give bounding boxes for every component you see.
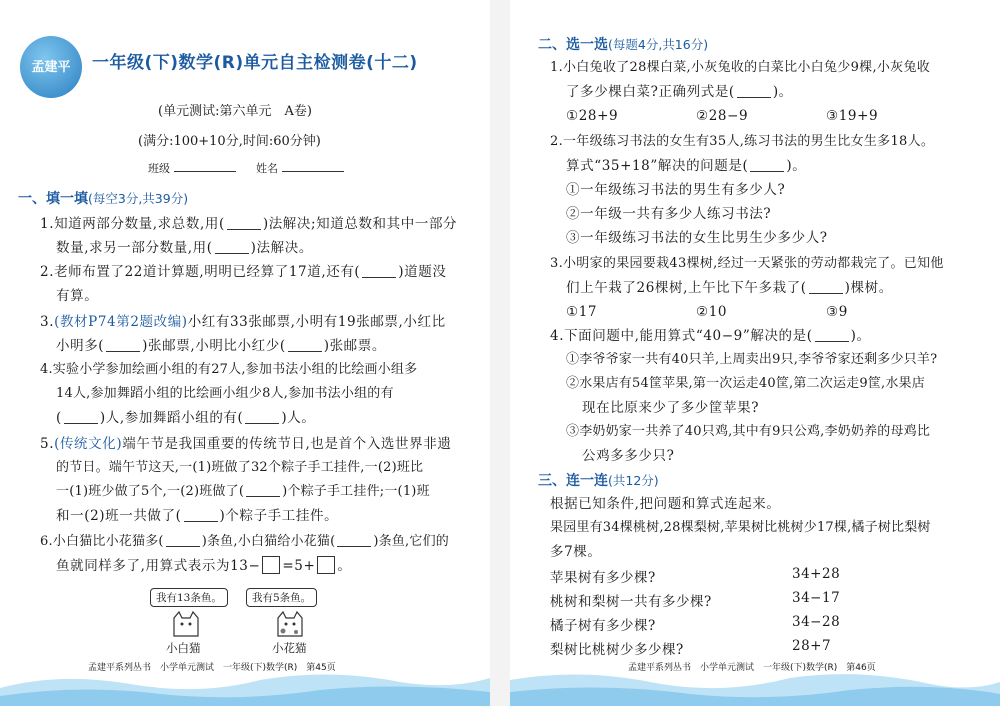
match-question-4[interactable]: 梨树比桃树少多少棵? xyxy=(550,642,684,658)
question-1-line-2: 数量,求另一部分数量,用( )法解决。 xyxy=(56,240,313,256)
section-match-header: 三、连一连(共12分) xyxy=(538,473,659,489)
choice-2-option-3[interactable]: ③一年级练习书法的女生比男生少多少人? xyxy=(566,230,828,246)
answer-blank[interactable] xyxy=(166,532,200,547)
unit-info: (单元测试:第六单元 A卷) xyxy=(158,104,312,119)
question-3-tag: (教材P74第2题改编) xyxy=(54,314,188,330)
question-5-line-2: 的节日。端午节这天,一(1)班做了32个粽子手工挂件,一(2)班比 xyxy=(56,460,424,475)
question-4-line-1: 4.实验小学参加绘画小组的有27人,参加书法小组的比绘画小组多 xyxy=(40,362,418,377)
answer-blank[interactable] xyxy=(737,83,771,98)
answer-blank[interactable] xyxy=(184,507,218,522)
choice-3-line-2: 们上午栽了26棵树,上午比下午多栽了( )棵树。 xyxy=(566,280,893,296)
name-field[interactable] xyxy=(282,171,344,172)
question-6-line-2: 鱼就同样多了,用算式表示为13− =5+ 。 xyxy=(56,558,352,574)
answer-blank[interactable] xyxy=(337,532,371,547)
page-gutter xyxy=(490,0,510,706)
section-fill-in-header xyxy=(18,188,188,208)
question-5-line-3: 一(1)班少做了5个,一(2)班做了( )个粽子手工挂件;一(1)班 xyxy=(56,484,430,499)
class-label: 班级 xyxy=(148,162,170,175)
question-5-tag: (传统文化) xyxy=(54,436,123,452)
match-question-1[interactable]: 苹果树有多少棵? xyxy=(550,570,656,586)
section-fill-in-points: (每空3分,共39分) xyxy=(88,191,189,206)
spotted-cat-label: 小花猫 xyxy=(272,641,307,655)
match-question-3[interactable]: 橘子树有多少棵? xyxy=(550,618,656,634)
match-info-line-1: 果园里有34棵桃树,28棵梨树,苹果树比桃树少17棵,橘子树比梨树 xyxy=(550,520,931,535)
choice-2-option-1[interactable]: ①一年级练习书法的男生有多少人? xyxy=(566,182,786,198)
question-3-line-2: 小明多( )张邮票,小明比小红少( )张邮票。 xyxy=(56,338,386,354)
question-5-line-4: 和一(2)班一共做了( )个粽子手工挂件。 xyxy=(56,508,339,524)
choice-1-line-2: 了多少棵白菜?正确列式是( )。 xyxy=(566,84,793,100)
brand-logo-text: 孟建平 xyxy=(31,60,71,75)
answer-box[interactable] xyxy=(317,556,335,574)
footer-hills-decoration xyxy=(0,668,490,706)
match-formula-4[interactable]: 28+7 xyxy=(792,638,832,654)
answer-blank[interactable] xyxy=(750,157,784,172)
question-5-line-1: 5.(传统文化)端午节是我国重要的传统节日,也是首个入选世界非遗 xyxy=(40,436,452,452)
choice-1-option-2[interactable]: ②28−9 xyxy=(696,108,749,124)
white-cat-label: 小白猫 xyxy=(166,641,201,655)
score-time-info: (满分:100+10分,时间:60分钟) xyxy=(138,134,321,149)
match-formula-1[interactable]: 34+28 xyxy=(792,566,841,582)
white-cat-speech-bubble: 我有13条鱼。 xyxy=(150,588,228,607)
answer-blank[interactable] xyxy=(106,337,140,352)
section-choose-header: 二、选一选(每题4分,共16分) xyxy=(538,37,709,53)
class-name-row xyxy=(148,160,344,176)
question-2-line-1: 2.老师布置了22道计算题,明明已经算了17道,还有( )道题没 xyxy=(40,264,447,280)
question-1-line-1: 1.知道两部分数量,求总数,用( )法解决;知道总数和其中一部分 xyxy=(40,216,458,232)
answer-blank[interactable] xyxy=(362,263,396,278)
question-4-line-2: 14人,参加舞蹈小组的比绘画小组少8人,参加书法小组的有 xyxy=(56,386,394,401)
choice-3-line-1: 3.小明家的果园要栽43棵树,经过一天紧张的劳动都栽完了。已知他 xyxy=(550,256,944,271)
answer-blank[interactable] xyxy=(215,239,249,254)
answer-box[interactable] xyxy=(262,556,280,574)
question-6-line-1: 6.小白猫比小花猫多( )条鱼,小白猫给小花猫( )条鱼,它们的 xyxy=(40,534,449,549)
answer-blank[interactable] xyxy=(815,327,849,342)
question-3-line-1: 3.(教材P74第2题改编)小红有33张邮票,小明有19张邮票,小红比 xyxy=(40,314,446,330)
choice-4-option-2-line-1[interactable]: ②水果店有54筐苹果,第一次运走40筐,第二次运走9筐,水果店 xyxy=(566,376,925,391)
answer-blank[interactable] xyxy=(809,279,843,294)
match-formula-2[interactable]: 34−17 xyxy=(792,590,841,606)
choice-4-line-1: 4.下面问题中,能用算式“40−9”解决的是( )。 xyxy=(550,328,871,344)
answer-blank[interactable] xyxy=(64,409,98,424)
page-footer: 孟建平系列丛书 小学单元测试 一年级(下)数学(R) 第45页 xyxy=(88,663,336,673)
choice-4-option-2-line-2: 现在比原来少了多少筐苹果? xyxy=(582,400,760,416)
footer-hills-decoration xyxy=(510,668,1000,706)
name-label: 姓名 xyxy=(256,162,278,175)
spotted-cat-speech-bubble: 我有5条鱼。 xyxy=(246,588,317,607)
page-title: 一年级(下)数学(R)单元自主检测卷(十二) xyxy=(92,53,418,73)
choice-3-option-1[interactable]: ①17 xyxy=(566,304,598,320)
choice-4-option-1[interactable]: ①李爷爷家一共有40只羊,上周卖出9只,李爷爷家还剩多少只羊? xyxy=(566,352,938,367)
right-page xyxy=(510,0,1000,706)
answer-blank[interactable] xyxy=(227,215,261,230)
spotted-cat-icon xyxy=(274,608,306,640)
question-2-line-2: 有算。 xyxy=(56,288,99,304)
answer-blank[interactable] xyxy=(288,337,322,352)
choice-3-option-2[interactable]: ②10 xyxy=(696,304,728,320)
choice-1-line-1: 1.小白兔收了28棵白菜,小灰兔收的白菜比小白兔少9棵,小灰兔收 xyxy=(550,60,931,75)
choice-3-option-3[interactable]: ③9 xyxy=(826,304,848,320)
match-question-2[interactable]: 桃树和梨树一共有多少棵? xyxy=(550,594,712,610)
match-info-line-2: 多7棵。 xyxy=(550,544,602,560)
left-page xyxy=(0,0,490,706)
match-intro: 根据已知条件,把问题和算式连起来。 xyxy=(550,496,781,512)
page-footer: 孟建平系列丛书 小学单元测试 一年级(下)数学(R) 第46页 xyxy=(628,663,876,673)
choice-2-line-1: 2.一年级练习书法的女生有35人,练习书法的男生比女生多18人。 xyxy=(550,134,935,149)
choice-1-option-1[interactable]: ①28+9 xyxy=(566,108,619,124)
choice-2-option-2[interactable]: ②一年级一共有多少人练习书法? xyxy=(566,206,772,222)
choice-4-option-3-line-1[interactable]: ③李奶奶家一共养了40只鸡,其中有9只公鸡,李奶奶养的母鸡比 xyxy=(566,424,931,439)
choice-4-option-3-line-2: 公鸡多多少只? xyxy=(582,448,675,464)
white-cat-icon xyxy=(170,608,202,640)
answer-blank[interactable] xyxy=(245,409,279,424)
brand-logo xyxy=(20,36,82,98)
class-field[interactable] xyxy=(174,171,236,172)
section-fill-in-title: 一、填一填 xyxy=(18,191,88,207)
choice-2-line-2: 算式“35+18”解决的问题是( )。 xyxy=(566,158,807,174)
question-4-line-3: ( )人,参加舞蹈小组的有( )人。 xyxy=(56,410,316,426)
choice-1-option-3[interactable]: ③19+9 xyxy=(826,108,879,124)
match-formula-3[interactable]: 34−28 xyxy=(792,614,841,630)
answer-blank[interactable] xyxy=(246,482,280,497)
